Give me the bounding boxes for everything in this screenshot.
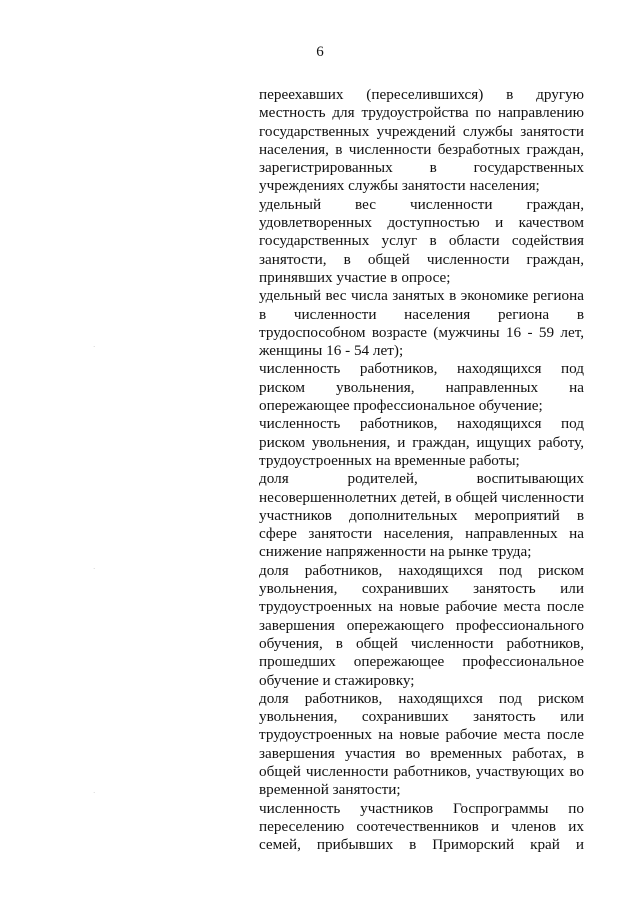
scan-speck: ·	[93, 565, 96, 573]
list-item: численность участников Госпрограммы по переселению соотечественников и членов их семей, прибывших в Приморский край и	[259, 799, 584, 854]
document-body	[259, 86, 584, 854]
list-item: доля работников, находящихся под риском увольнения, сохранивших занятость или трудоустроенных на новые рабочие места после завершения участия во временных работах, в общей численности работников, участвующих во временной занятости;	[259, 689, 584, 799]
list-item: доля работников, находящихся под риском увольнения, сохранивших занятость или трудоустроенных на новые рабочие места после завершения опережающего профессионального обучения, в общей численности работников, прошедших опережающее профессиональное обучение и стажировку;	[259, 561, 584, 689]
scan-speck: ·	[93, 789, 96, 797]
list-item: доля родителей, воспитывающих несовершеннолетних детей, в общей численности участников дополнительных мероприятий в сфере занятости населения, направленных на снижение напряженности на рынке труда;	[259, 470, 584, 561]
list-item: удельный вес числа занятых в экономике региона в численности населения региона в трудоспособном возрасте (мужчины 16 - 59 лет, женщины 16 - 54 лет);	[259, 287, 584, 360]
page-number: 6	[316, 44, 324, 60]
list-item: удельный вес численности граждан, удовлетворенных доступностью и качеством государственных услуг в области содействия занятости, в общей численности граждан, принявших участие в опросе;	[259, 195, 584, 286]
list-item: численность работников, находящихся под риском увольнения, направленных на опережающее профессиональное обучение;	[259, 360, 584, 415]
list-item: переехавших (переселившихся) в другую местность для трудоустройства по направлению государственных учреждений службы занятости населения, в численности безработных граждан, зарегистрированных в государственных учреждениях службы занятости населения;	[259, 86, 584, 195]
scan-speck: ·	[93, 343, 96, 351]
list-item: численность работников, находящихся под риском увольнения, и граждан, ищущих работу, трудоустроенных на временные работы;	[259, 415, 584, 469]
